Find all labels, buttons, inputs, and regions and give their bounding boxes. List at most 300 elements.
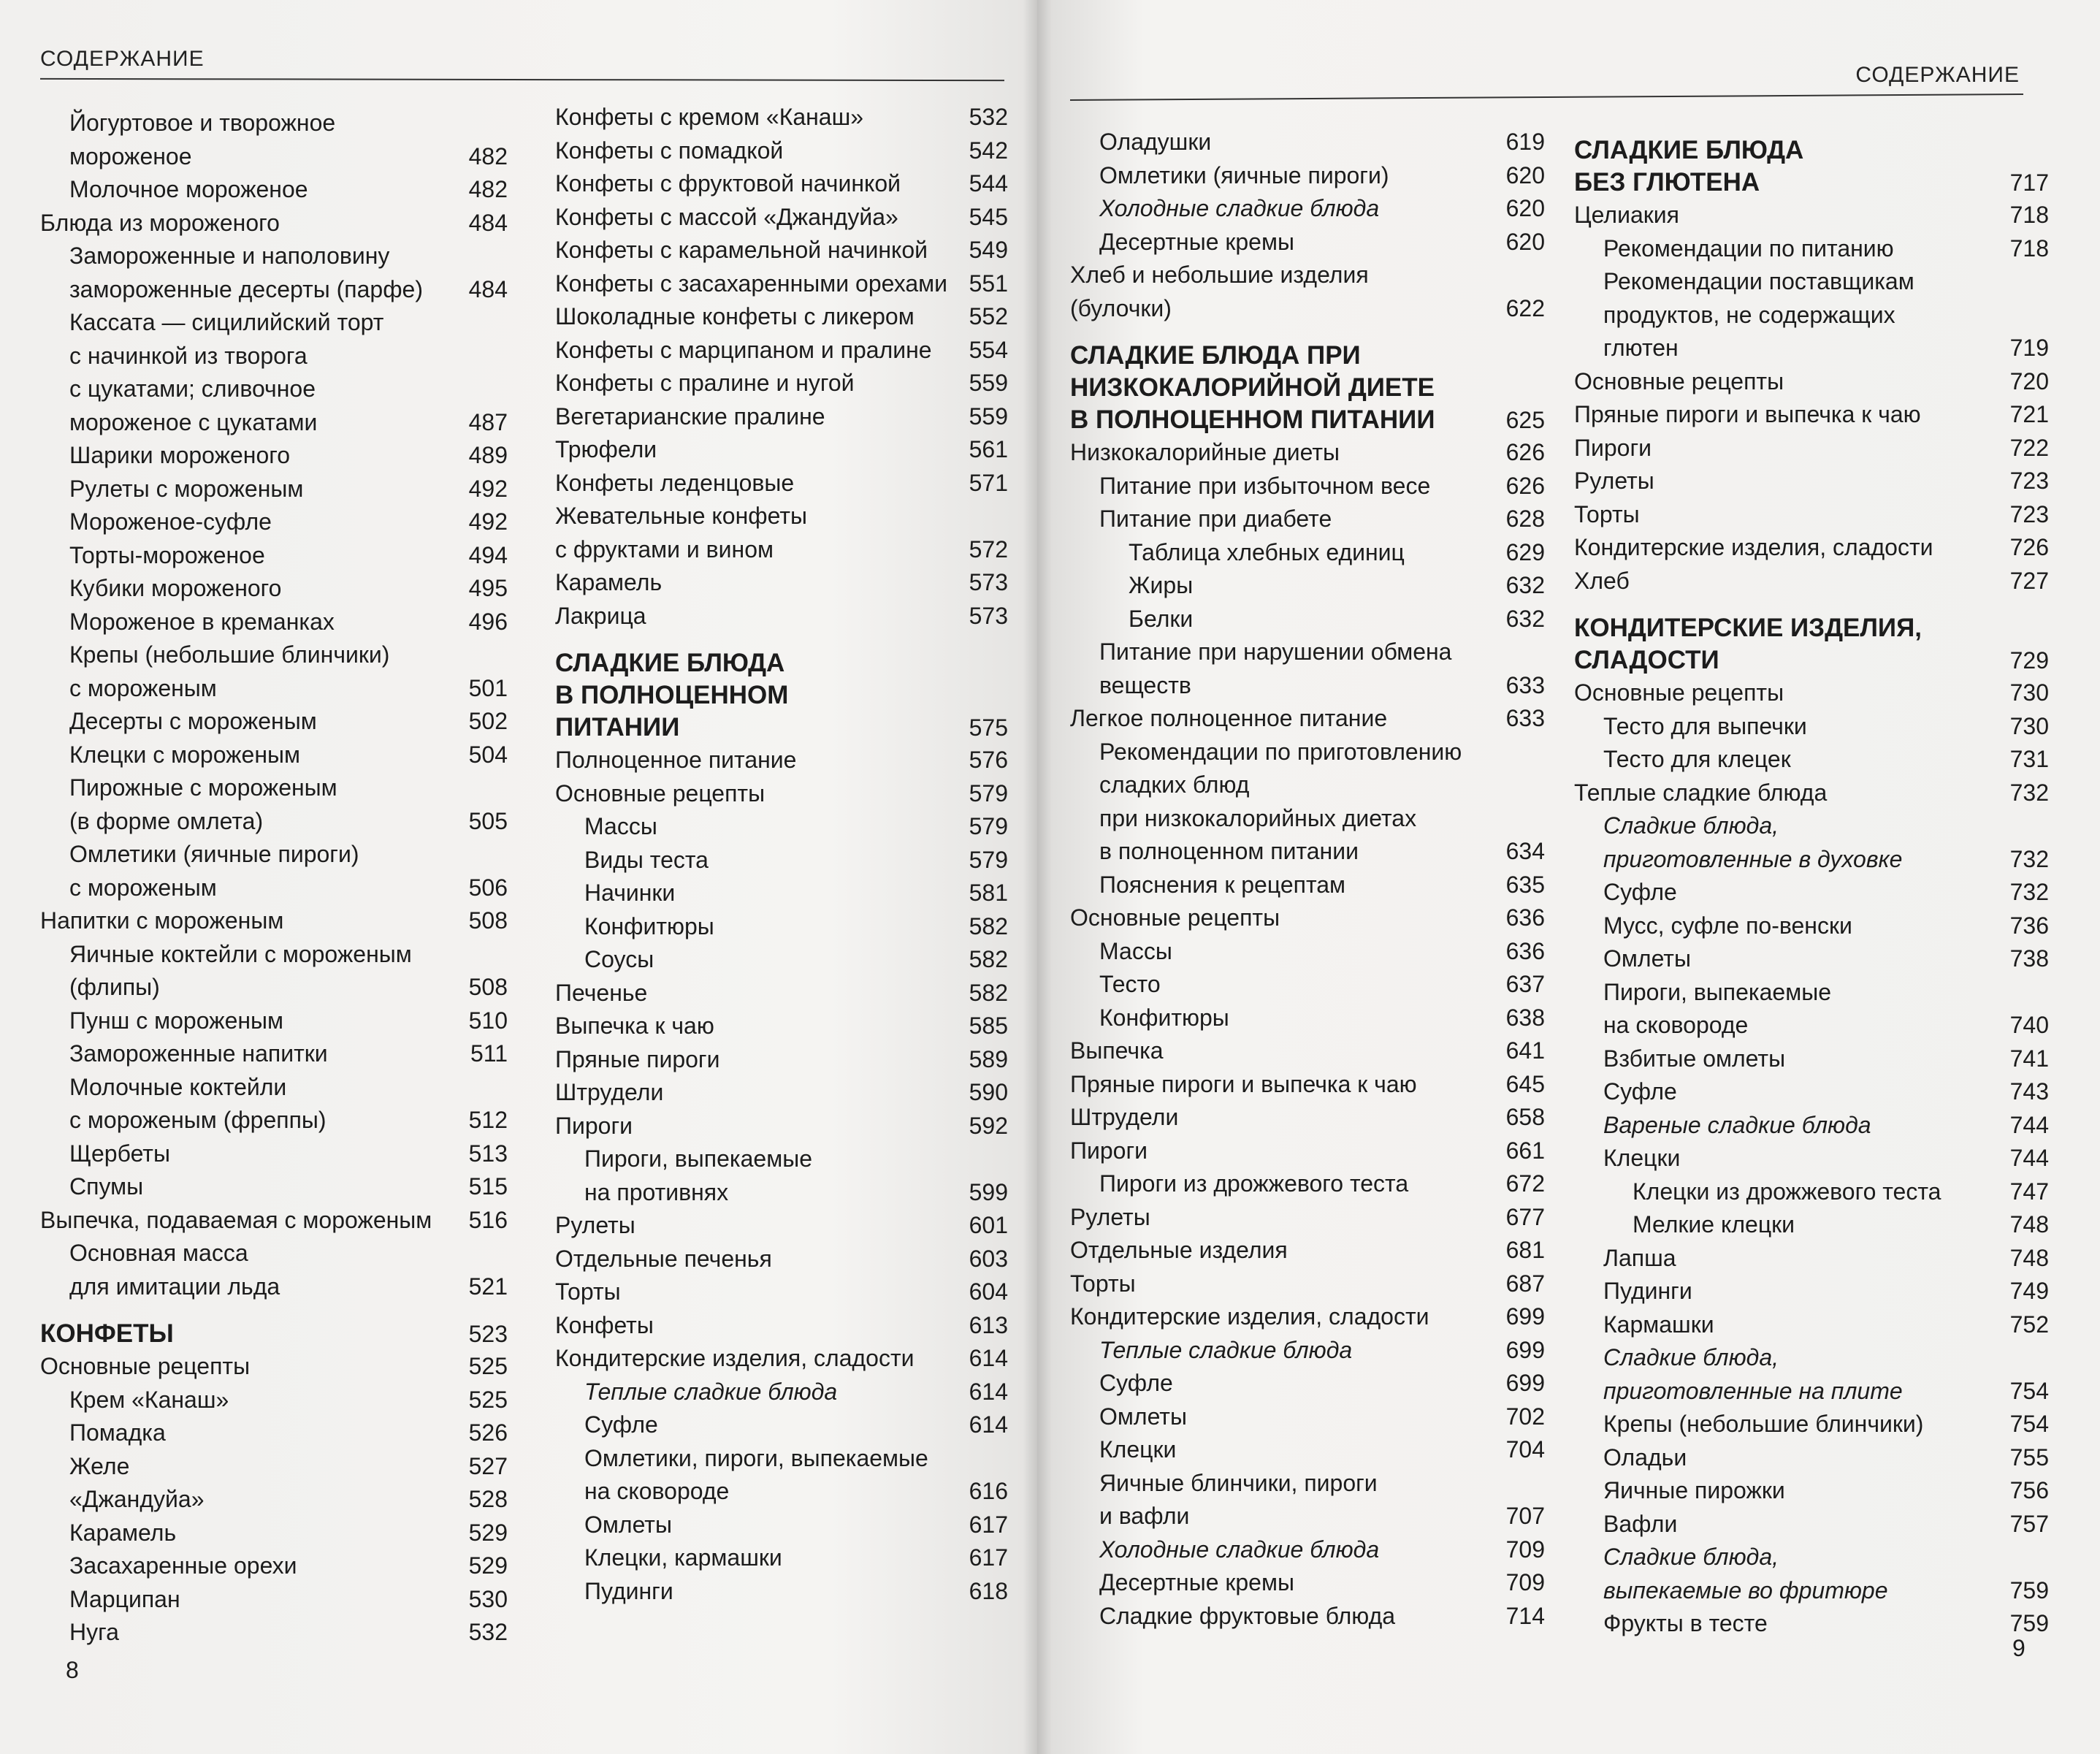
toc-entry [40, 572, 508, 606]
toc-entry-title: Взбитые омлеты [1603, 1045, 1786, 1072]
toc-entry [40, 1170, 508, 1204]
toc-entry [1574, 565, 2049, 598]
toc-entry-page: 732 [2009, 845, 2049, 872]
toc-entry-page: 504 [468, 741, 508, 768]
toc-entry [555, 334, 1008, 367]
book-gutter [1023, 0, 1052, 1754]
toc-entry-title: Вафли [1603, 1510, 1678, 1537]
toc-entry [555, 777, 1008, 811]
toc-entry-title: Торты [1070, 1270, 1136, 1297]
toc-entry-title: Кубики мороженого [69, 575, 282, 601]
toc-entry-page: 506 [468, 874, 508, 901]
toc-entry-title: Низкокалорийные диеты [1070, 439, 1340, 465]
toc-entry-title: Замороженные напитки [69, 1040, 328, 1067]
toc-entry [555, 877, 1008, 910]
toc-entry-page: 723 [2009, 500, 2049, 527]
toc-entry [1574, 876, 2049, 910]
toc-entry-page: 492 [468, 508, 508, 535]
toc-entry-title: Пудинги [1603, 1278, 1692, 1304]
toc-entry-page: 620 [1505, 228, 1545, 255]
toc-entry-title: Конфеты с массой «Джандуйа» [555, 203, 898, 230]
toc-entry-title: Конфитюры [584, 912, 714, 939]
toc-entry [1574, 777, 2049, 810]
toc-entry-title: Пряные пироги и выпечка к чаю [1070, 1070, 1417, 1097]
toc-entry-page: 614 [969, 1345, 1008, 1371]
toc-column-4 [1574, 120, 2049, 1641]
toc-entry-title: Помадка [69, 1419, 166, 1446]
toc-entry-page: 512 [468, 1107, 508, 1133]
toc-entry-title: Пироги из дрожжевого теста [1099, 1170, 1409, 1197]
toc-entry-title: Щербеты [69, 1140, 170, 1167]
toc-entry-title: Суфле [1099, 1370, 1173, 1396]
toc-entry [1070, 536, 1545, 570]
toc-entry [555, 1541, 1008, 1575]
toc-entry-page: 709 [1505, 1536, 1545, 1563]
toc-entry-title: Клецки [1603, 1145, 1681, 1171]
toc-entry-title: Массы [584, 813, 657, 839]
toc-entry-title: Вегетарианские пралине [555, 403, 825, 430]
toc-entry-title: Тесто для клецек [1603, 746, 1791, 772]
toc-entry-page: 755 [2009, 1444, 2049, 1471]
toc-entry [1070, 1167, 1545, 1201]
toc-entry-title: Фрукты в тесте [1603, 1610, 1768, 1636]
toc-entry-title: Мороженое-суфле [69, 508, 272, 535]
toc-entry [40, 1137, 508, 1171]
toc-entry [555, 844, 1008, 877]
toc-entry-page: 529 [468, 1552, 508, 1579]
toc-entry-page: 629 [1505, 538, 1545, 565]
toc-entry-title: Суфле [1603, 879, 1677, 905]
toc-entry [1070, 192, 1545, 226]
toc-entry-page: 530 [468, 1585, 508, 1612]
toc-entry-page: 579 [969, 779, 1008, 807]
toc-entry-title: Шарики мороженого [69, 442, 291, 468]
toc-entry-title: Омлетики (яичные пироги) [1099, 161, 1389, 188]
toc-entry-title: Пироги [1574, 434, 1652, 461]
toc-entry-page: 604 [969, 1278, 1008, 1305]
toc-entry-title: Желе [69, 1452, 130, 1479]
toc-entry [555, 1043, 1008, 1077]
toc-entry-title: Отдельные печенья [555, 1245, 772, 1272]
toc-entry [40, 1204, 508, 1238]
toc-entry [1070, 226, 1545, 259]
toc-entry [555, 943, 1008, 977]
toc-entry-title: Лапша [1603, 1244, 1676, 1271]
toc-entry [555, 101, 1008, 134]
toc-entry-title: Теплые сладкие блюда [1574, 779, 1828, 806]
toc-entry [1070, 901, 1545, 935]
toc-entry [1070, 1400, 1545, 1434]
toc-entry-page: 620 [1505, 195, 1545, 221]
toc-entry [555, 744, 1008, 777]
toc-entry [1574, 976, 2049, 1042]
toc-entry-title: СЛАДКИЕ БЛЮДА БЕЗ ГЛЮТЕНА [1574, 136, 1804, 197]
toc-entry-title: Десерты с мороженым [69, 708, 317, 734]
toc-section-heading [1070, 340, 1545, 436]
toc-entry [40, 207, 508, 240]
toc-entry [555, 201, 1008, 234]
toc-entry-title: Вареные сладкие блюда [1603, 1111, 1871, 1138]
toc-entry-title: Пироги [1070, 1137, 1148, 1164]
toc-entry-page: 699 [1505, 1370, 1545, 1396]
toc-entry-page: 603 [969, 1245, 1008, 1272]
toc-entry-page: 492 [468, 475, 508, 502]
toc-entry-page: 719 [2009, 335, 2049, 361]
toc-entry-page: 720 [2009, 367, 2049, 394]
toc-entry-page: 633 [1505, 671, 1545, 698]
toc-entry-page: 529 [468, 1519, 508, 1546]
toc-entry-page: 622 [1505, 294, 1545, 321]
toc-entry-page: 513 [468, 1140, 508, 1167]
toc-entry-title: Конфеты с кремом «Канаш» [555, 104, 864, 130]
left-page [0, 0, 1037, 1754]
toc-entry-title: Основные рецепты [1574, 679, 1784, 706]
toc-entry-page: 575 [969, 714, 1008, 741]
toc-entry [1070, 935, 1545, 969]
toc-entry [1070, 1201, 1545, 1235]
toc-entry-page: 495 [468, 575, 508, 601]
toc-entry [1070, 436, 1545, 470]
toc-entry-title: Трюфели [555, 436, 657, 462]
toc-entry [40, 938, 508, 1004]
toc-entry-title: Марципан [69, 1585, 180, 1612]
toc-entry-page: 731 [2009, 746, 2049, 772]
toc-entry-page: 526 [468, 1419, 508, 1446]
toc-entry [555, 600, 1008, 633]
toc-entry-title: Омлетики (яичные пироги) с мороженым [69, 841, 359, 901]
toc-entry [555, 1309, 1008, 1343]
toc-entry-title: Конфеты с засахаренными орехами [555, 270, 948, 297]
toc-entry-page: 487 [468, 408, 508, 435]
toc-entry [555, 1342, 1008, 1376]
toc-entry [555, 1010, 1008, 1043]
toc-entry-title: Омлетики, пироги, выпекаемые на сковороде [584, 1444, 928, 1504]
toc-entry-title: Молочное мороженое [69, 176, 308, 202]
toc-entry-title: Конфеты [555, 1311, 654, 1338]
toc-entry [1070, 126, 1545, 159]
toc-entry-page: 515 [468, 1173, 508, 1200]
toc-entry [1574, 1175, 2049, 1209]
toc-entry-title: Клецки из дрожжевого теста [1633, 1178, 1941, 1205]
toc-entry-title: Рулеты с мороженым [69, 475, 304, 502]
toc-entry-page: 756 [2009, 1477, 2049, 1503]
toc-entry-page: 544 [969, 170, 1008, 197]
toc-entry [40, 173, 508, 207]
toc-entry [1070, 1467, 1545, 1533]
toc-entry-title: Сладкие блюда, приготовленные на плите [1603, 1344, 1903, 1404]
toc-entry-title: Засахаренные орехи [69, 1552, 297, 1579]
toc-entry-title: Пряные пироги и выпечка к чаю [1574, 401, 1921, 427]
toc-entry-title: КОНДИТЕРСКИЕ ИЗДЕЛИЯ, СЛАДОСТИ [1574, 614, 1922, 674]
toc-entry [1070, 968, 1545, 1002]
toc-entry-title: Конфеты с пралине и нугой [555, 370, 855, 396]
toc-entry-page: 747 [2009, 1178, 2049, 1205]
toc-entry-title: Сладкие фруктовые блюда [1099, 1602, 1396, 1629]
toc-entry-page: 707 [1505, 1503, 1545, 1529]
toc-entry-page: 590 [969, 1079, 1008, 1105]
toc-entry-page: 589 [969, 1045, 1008, 1072]
toc-entry [40, 606, 508, 639]
toc-section-heading [1574, 134, 2049, 199]
toc-entry-page: 532 [969, 104, 1008, 130]
toc-entry [555, 977, 1008, 1010]
toc-entry [555, 134, 1008, 168]
toc-entry-page: 482 [468, 176, 508, 202]
toc-entry-title: Пудинги [584, 1577, 673, 1604]
toc-entry [1574, 942, 2049, 976]
toc-entry-page: 759 [2009, 1610, 2049, 1636]
toc-entry-title: Мороженое в креманках [69, 608, 335, 635]
toc-entry-title: Выпечка к чаю [555, 1013, 714, 1039]
toc-entry-title: Теплые сладкие блюда [1099, 1336, 1353, 1363]
toc-entry [1574, 1541, 2049, 1607]
toc-entry [40, 1350, 508, 1384]
toc-entry-title: Рулеты [1574, 468, 1654, 494]
toc-entry-page: 718 [2009, 234, 2049, 262]
toc-entry-page: 511 [470, 1040, 508, 1067]
toc-entry-page: 489 [468, 442, 508, 468]
toc-entry-page: 582 [969, 946, 1008, 972]
toc-entry [1070, 1101, 1545, 1135]
toc-entry [555, 1076, 1008, 1110]
toc-entry-page: 702 [1505, 1403, 1545, 1430]
toc-entry-page: 726 [2009, 534, 2049, 560]
toc-entry-title: Сладкие блюда, приготовленные в духовке [1603, 812, 1903, 872]
toc-entry-title: Карамель [555, 569, 663, 595]
toc-entry-title: Пирожные с мороженым (в форме омлета) [69, 774, 337, 834]
toc-entry-page: 552 [969, 303, 1008, 329]
toc-entry [555, 1243, 1008, 1276]
toc-entry-page: 525 [468, 1386, 508, 1413]
toc-entry [40, 1517, 508, 1550]
toc-entry-title: Жиры [1129, 572, 1194, 598]
toc-entry-title: Пироги, выпекаемые на сковороде [1603, 978, 1832, 1038]
toc-entry-page: 752 [2009, 1311, 2049, 1338]
toc-entry-title: Холодные сладкие блюда [1099, 195, 1380, 221]
toc-entry-title: Кармашки [1603, 1311, 1714, 1338]
toc-entry-page: 704 [1505, 1436, 1545, 1463]
toc-entry-page: 559 [969, 370, 1008, 396]
toc-entry [555, 1276, 1008, 1309]
toc-entry-page: 579 [969, 813, 1008, 839]
toc-entry-title: Жевательные конфеты с фруктами и вином [555, 503, 807, 563]
toc-entry [1574, 199, 2049, 232]
toc-entry [1070, 636, 1545, 702]
toc-entry [555, 1509, 1008, 1542]
toc-entry-page: 581 [969, 880, 1008, 906]
toc-entry [1070, 1367, 1545, 1400]
toc-entry [1070, 470, 1545, 503]
toc-entry [555, 810, 1008, 844]
toc-entry-title: Лакрица [555, 602, 646, 629]
page-number-left: 8 [66, 1657, 79, 1683]
toc-entry [555, 167, 1008, 201]
toc-entry-title: Кондитерские изделия, сладости [1070, 1303, 1429, 1330]
toc-entry-title: Рекомендации поставщикам продуктов, не содержащих глютен [1603, 268, 1914, 361]
toc-entry [1574, 265, 2049, 365]
toc-entry-title: Оладьи [1603, 1444, 1687, 1471]
toc-entry-title: Суфле [1603, 1078, 1677, 1105]
toc-entry-page: 632 [1505, 605, 1545, 632]
toc-entry-title: Рулеты [1070, 1203, 1150, 1230]
toc-entry-page: 687 [1505, 1270, 1545, 1297]
toc-entry-page: 505 [468, 807, 508, 834]
toc-entry-title: Яичные коктейли с мороженым (флипы) [69, 940, 412, 1000]
toc-entry-page: 661 [1505, 1137, 1545, 1164]
toc-entry-page: 601 [969, 1212, 1008, 1238]
toc-entry [1070, 1600, 1545, 1633]
toc-entry-page: 585 [969, 1013, 1008, 1039]
toc-entry-page: 626 [1505, 472, 1545, 499]
toc-entry-title: Белки [1129, 605, 1194, 632]
toc-entry-title: Конфеты с помадкой [555, 137, 784, 164]
toc-entry-page: 634 [1505, 838, 1545, 864]
toc-entry-title: Молочные коктейли с мороженым (фреппы) [69, 1073, 327, 1133]
header-rule-left [40, 78, 1004, 81]
toc-entry [1070, 1566, 1545, 1600]
toc-entry-page: 723 [2009, 468, 2049, 494]
toc-entry-title: Омлеты [1099, 1403, 1187, 1430]
toc-entry-title: Тесто [1099, 971, 1161, 997]
toc-entry-page: 496 [468, 608, 508, 635]
toc-entry-page: 582 [969, 912, 1008, 939]
toc-entry-page: 744 [2009, 1111, 2049, 1138]
toc-entry [1574, 531, 2049, 565]
toc-entry-page: 740 [2009, 1012, 2049, 1038]
toc-entry-page: 616 [969, 1478, 1008, 1504]
toc-entry-title: Рулеты [555, 1212, 635, 1238]
toc-entry-page: 573 [969, 569, 1008, 595]
toc-entry-page: 582 [969, 979, 1008, 1006]
toc-entry-page: 638 [1505, 1004, 1545, 1031]
toc-entry [1574, 1341, 2049, 1408]
toc-entry [40, 739, 508, 772]
toc-entry-page: 619 [1505, 129, 1545, 155]
toc-entry-page: 561 [969, 436, 1008, 462]
toc-entry [40, 240, 508, 306]
toc-entry-page: 699 [1505, 1336, 1545, 1363]
toc-entry [1574, 465, 2049, 498]
toc-entry [1070, 1267, 1545, 1301]
toc-entry [40, 473, 508, 506]
toc-entry [1070, 1300, 1545, 1334]
toc-entry [40, 1037, 508, 1071]
toc-entry-page: 554 [969, 336, 1008, 363]
toc-entry-title: «Джандуйа» [69, 1486, 205, 1512]
toc-entry-title: Хлеб и небольшие изделия (булочки) [1070, 262, 1369, 321]
toc-entry [40, 439, 508, 473]
toc-entry [555, 467, 1008, 500]
toc-entry [1574, 910, 2049, 943]
toc-entry [555, 1408, 1008, 1442]
toc-entry [1574, 1109, 2049, 1143]
toc-entry-title: Кондитерские изделия, сладости [1574, 534, 1933, 560]
toc-entry-title: Шоколадные конфеты с ликером [555, 303, 915, 329]
toc-entry-title: Виды теста [584, 846, 709, 873]
toc-entry [555, 1442, 1008, 1509]
toc-entry-page: 754 [2009, 1411, 2049, 1437]
toc-entry-title: Питание при избыточном весе [1099, 472, 1431, 499]
toc-entry-page: 572 [969, 535, 1008, 563]
toc-entry [1574, 710, 2049, 744]
toc-entry-title: Торты-мороженое [69, 541, 265, 568]
toc-entry-title: Таблица хлебных единиц [1129, 538, 1405, 565]
toc-entry-title: Крепы (небольшие блинчики) с мороженым [69, 641, 390, 701]
toc-entry [1574, 432, 2049, 465]
toc-entry-title: Клецки, кармашки [584, 1544, 782, 1571]
toc-entry-page: 545 [969, 203, 1008, 230]
toc-entry-page: 677 [1505, 1203, 1545, 1230]
toc-entry [40, 539, 508, 573]
toc-entry-page: 729 [2009, 647, 2049, 674]
toc-entry-page: 741 [2009, 1045, 2049, 1072]
toc-entry-page: 709 [1505, 1569, 1545, 1595]
toc-entry-title: Основная масса для имитации льда [69, 1240, 280, 1300]
toc-entry-page: 620 [1505, 161, 1545, 188]
toc-entry [1070, 1334, 1545, 1368]
toc-entry [40, 1583, 508, 1617]
toc-entry [1070, 159, 1545, 193]
toc-entry [40, 506, 508, 539]
toc-entry-page: 730 [2009, 712, 2049, 739]
toc-entry-page: 754 [2009, 1377, 2049, 1404]
toc-entry-page: 510 [468, 1007, 508, 1034]
toc-entry-page: 559 [969, 403, 1008, 430]
running-head-left: СОДЕРЖАНИЕ [40, 47, 205, 71]
toc-entry-title: КОНФЕТЫ [40, 1319, 174, 1348]
toc-entry-title: Основные рецепты [1574, 367, 1784, 394]
toc-entry-title: Омлеты [584, 1511, 672, 1538]
toc-entry-title: Кассата — сицилийский торт с начинкой из творога с цукатами; сливочное мороженое с цукатами [69, 309, 384, 435]
toc-entry-title: Карамель [69, 1519, 177, 1546]
toc-entry-page: 494 [468, 541, 508, 568]
toc-entry-page: 521 [468, 1273, 508, 1300]
toc-entry-title: Штрудели [1070, 1104, 1179, 1130]
toc-entry-page: 516 [468, 1206, 508, 1233]
toc-section-heading [40, 1318, 508, 1350]
toc-entry-title: Питание при диабете [1099, 506, 1332, 532]
toc-entry [1574, 1474, 2049, 1508]
toc-entry [1574, 1142, 2049, 1175]
toc-entry-title: Напитки с мороженым [40, 907, 284, 934]
toc-entry-title: Рекомендации по приготовлению сладких блюд при низкокалорийных диетах в полноценном питании [1099, 738, 1462, 864]
toc-entry-title: Замороженные и наполовину замороженные десерты (парфе) [69, 243, 423, 302]
toc-entry-page: 727 [2009, 567, 2049, 594]
toc-entry-title: Выпечка [1070, 1037, 1164, 1064]
toc-entry [1574, 1441, 2049, 1475]
toc-entry [555, 400, 1008, 434]
toc-entry [40, 838, 508, 904]
toc-entry-page: 757 [2009, 1510, 2049, 1537]
toc-entry [555, 367, 1008, 400]
toc-entry [1070, 1433, 1545, 1467]
toc-entry [1070, 1135, 1545, 1168]
toc-entry-title: Конфитюры [1099, 1004, 1229, 1031]
toc-entry-page: 718 [2009, 202, 2049, 228]
toc-entry [555, 1575, 1008, 1609]
toc-entry [1070, 702, 1545, 736]
toc-entry [1574, 365, 2049, 399]
toc-entry-title: Конфеты с фруктовой начинкой [555, 170, 901, 197]
toc-entry-page: 549 [969, 237, 1008, 263]
toc-entry-title: Выпечка, подаваемая с мороженым [40, 1206, 432, 1233]
toc-entry-title: Нуга [69, 1619, 119, 1645]
toc-entry [1070, 1234, 1545, 1267]
toc-entry [1574, 676, 2049, 710]
toc-entry-page: 636 [1505, 937, 1545, 964]
toc-entry-title: Конфеты с карамельной начинкой [555, 237, 928, 263]
toc-entry-page: 717 [2009, 169, 2049, 196]
